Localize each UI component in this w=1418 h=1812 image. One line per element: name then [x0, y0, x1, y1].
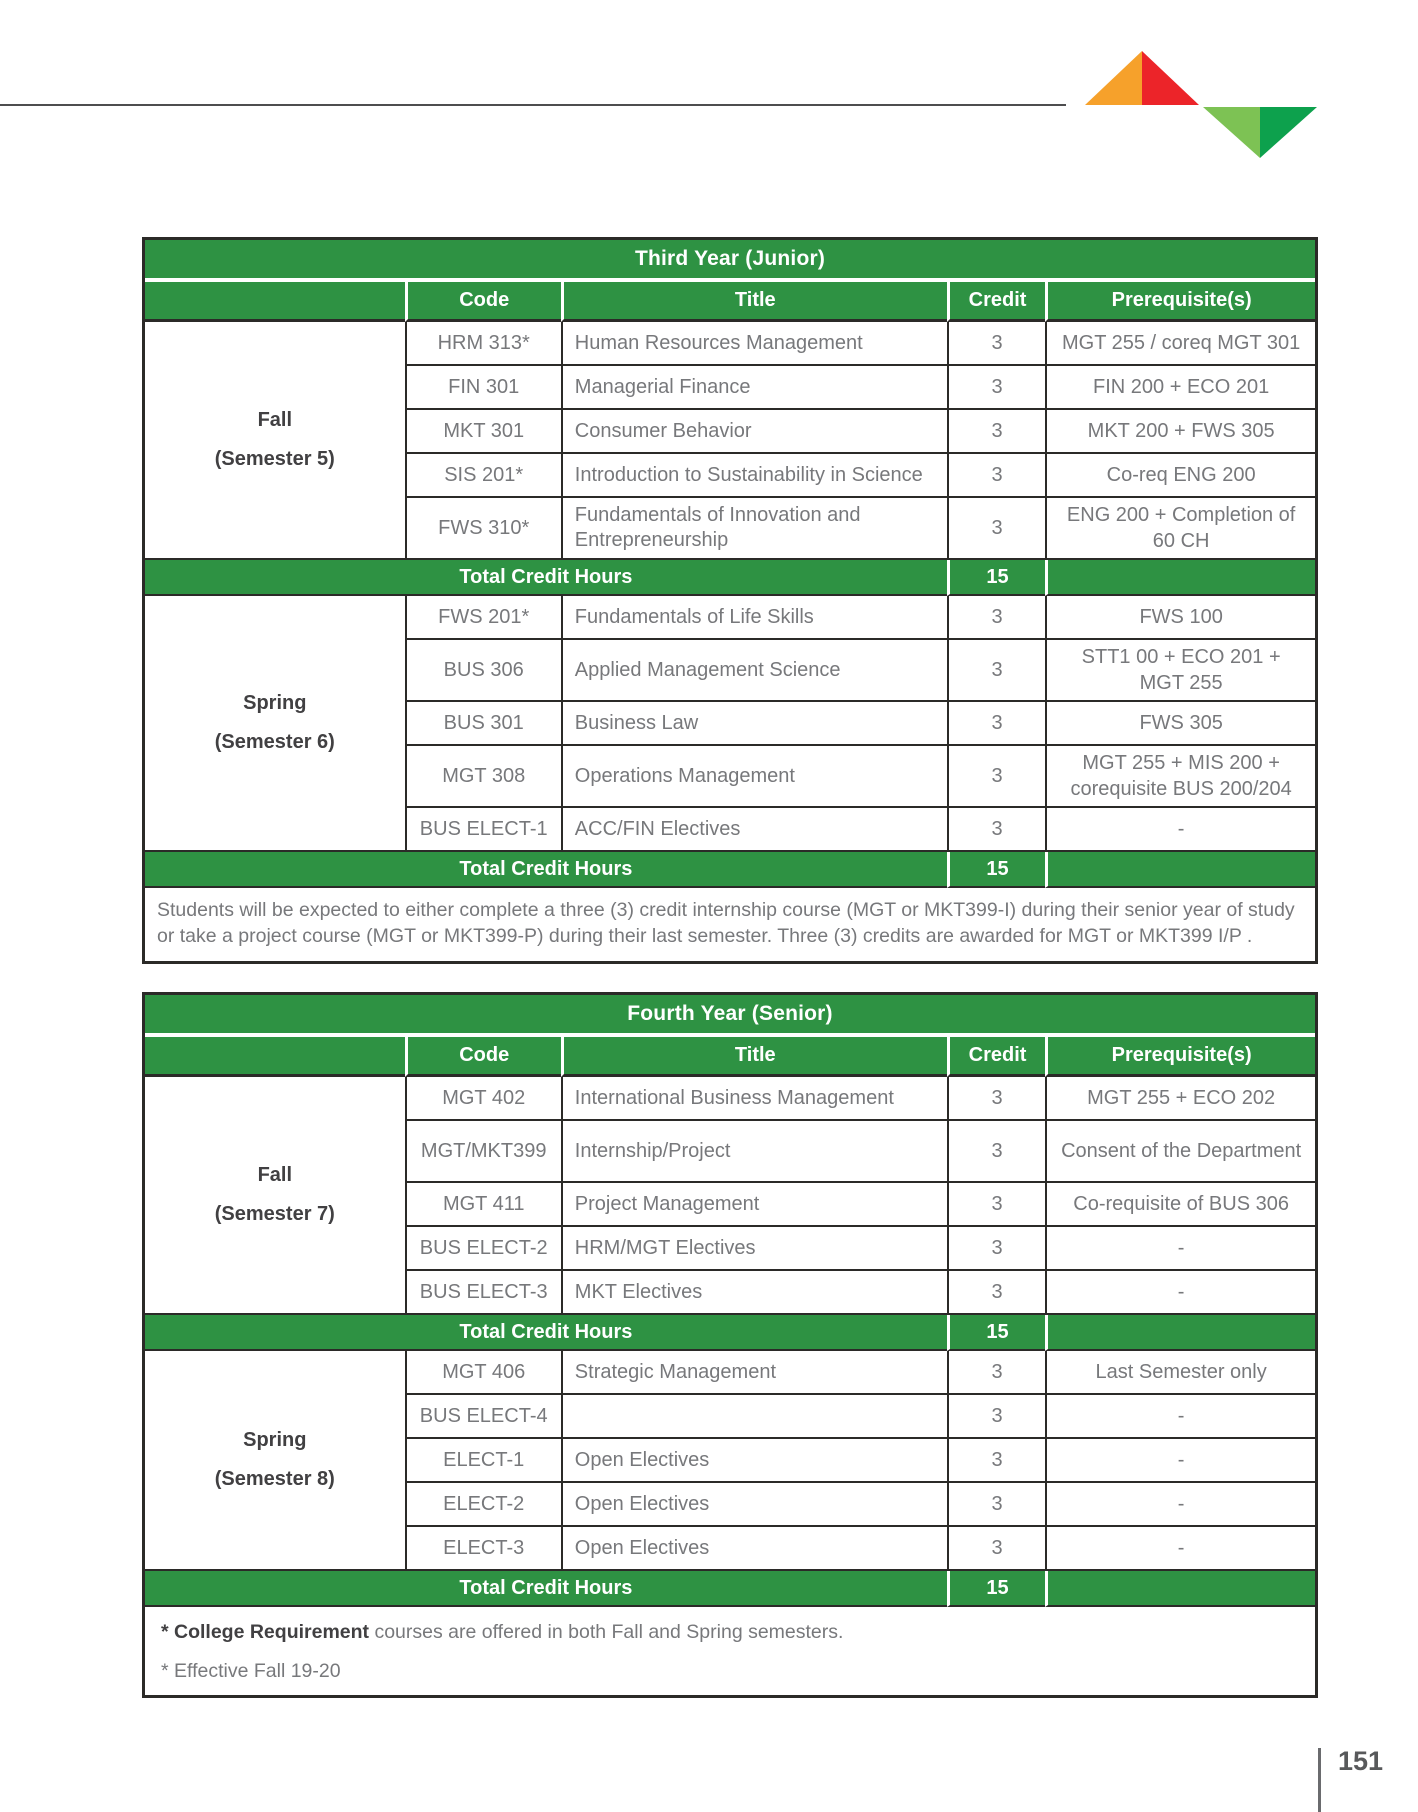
code-cell: MGT 406	[405, 1351, 561, 1395]
header-semester	[145, 1037, 405, 1077]
total-empty-cell	[1045, 1315, 1315, 1351]
semester-number: (Semester 5)	[214, 448, 335, 470]
title-cell: ACC/FIN Electives	[561, 808, 947, 852]
header-prereq: Prerequisite(s)	[1045, 1037, 1315, 1077]
credit-cell: 3	[947, 498, 1046, 560]
code-cell: HRM 313*	[405, 322, 561, 366]
semester-name: Fall	[257, 1164, 293, 1186]
footnote-cell	[145, 1607, 1315, 1695]
prereq-cell: FWS 100	[1045, 596, 1315, 640]
code-cell: FWS 310*	[405, 498, 561, 560]
title-cell: MKT Electives	[561, 1271, 947, 1315]
code-cell: ELECT-1	[405, 1439, 561, 1483]
code-cell: BUS 306	[405, 640, 561, 702]
logo-triangle-dark-green	[1260, 107, 1317, 158]
prereq-cell: Last Semester only	[1045, 1351, 1315, 1395]
header-credit: Credit	[947, 1037, 1046, 1077]
header-title: Title	[561, 1037, 947, 1077]
credit-cell: 3	[947, 1121, 1046, 1183]
credit-cell: 3	[947, 366, 1046, 410]
year-table-senior	[142, 992, 1318, 1698]
total-value: 15	[947, 560, 1046, 596]
semester-cell	[145, 596, 405, 852]
credit-cell: 3	[947, 1483, 1046, 1527]
footnote-bold: * College Requirement	[161, 1621, 370, 1643]
title-cell: Human Resources Management	[561, 322, 947, 366]
page-number: 151	[1338, 1746, 1384, 1776]
prereq-cell: FWS 305	[1045, 702, 1315, 746]
code-cell: FWS 201*	[405, 596, 561, 640]
code-cell: SIS 201*	[405, 454, 561, 498]
year-table-junior	[142, 237, 1318, 964]
total-row	[145, 1315, 1315, 1351]
semester-name: Fall	[257, 409, 293, 431]
prereq-cell: Consent of the Department	[1045, 1121, 1315, 1183]
code-cell: BUS ELECT-2	[405, 1227, 561, 1271]
prereq-cell: -	[1045, 1271, 1315, 1315]
title-cell: International Business Management	[561, 1077, 947, 1121]
column-header-row	[145, 1037, 1315, 1077]
title-cell: Project Management	[561, 1183, 947, 1227]
title-cell: HRM/MGT Electives	[561, 1227, 947, 1271]
credit-cell: 3	[947, 1439, 1046, 1483]
title-cell: Fundamentals of Life Skills	[561, 596, 947, 640]
semester-name: Spring	[243, 1429, 307, 1451]
code-cell: MKT 301	[405, 410, 561, 454]
column-header-row	[145, 282, 1315, 322]
note-cell: Students will be expected to either complete a three (3) credit internship course (MGT or MKT399-I) during their senior year of study or take a project course (MGT or MKT399-P) during their last semester. Three (3) credits are awarded for MGT or MKT399 I/P .	[157, 899, 1295, 947]
logo-triangle-orange	[1085, 51, 1142, 105]
code-cell: BUS ELECT-3	[405, 1271, 561, 1315]
prereq-cell: STT1 00 + ECO 201 + MGT 255	[1045, 640, 1315, 702]
credit-cell: 3	[947, 1395, 1046, 1439]
credit-cell: 3	[947, 1271, 1046, 1315]
total-label: Total Credit Hours	[145, 852, 947, 888]
title-cell: Open Electives	[561, 1527, 947, 1571]
credit-cell: 3	[947, 410, 1046, 454]
code-cell: ELECT-2	[405, 1483, 561, 1527]
header-title: Title	[561, 282, 947, 322]
credit-cell: 3	[947, 454, 1046, 498]
code-cell: FIN 301	[405, 366, 561, 410]
code-cell: BUS ELECT-1	[405, 808, 561, 852]
total-label: Total Credit Hours	[145, 1315, 947, 1351]
code-cell: MGT 402	[405, 1077, 561, 1121]
prereq-cell: Co-req ENG 200	[1045, 454, 1315, 498]
credit-cell: 3	[947, 1183, 1046, 1227]
total-value: 15	[947, 1315, 1046, 1351]
credit-cell: 3	[947, 322, 1046, 366]
table-row	[145, 596, 1315, 640]
credit-cell: 3	[947, 808, 1046, 852]
footnote-row	[145, 1607, 1315, 1695]
header-code: Code	[405, 282, 561, 322]
total-row	[145, 852, 1315, 888]
credit-cell: 3	[947, 1527, 1046, 1571]
table-title: Fourth Year (Senior)	[145, 995, 1315, 1037]
footnote-line-1	[161, 1621, 1301, 1644]
title-cell: Internship/Project	[561, 1121, 947, 1183]
title-cell: Applied Management Science	[561, 640, 947, 702]
title-cell: Strategic Management	[561, 1351, 947, 1395]
semester-number: (Semester 7)	[214, 1203, 335, 1225]
header-credit: Credit	[947, 282, 1046, 322]
table-title-row	[145, 240, 1315, 282]
prereq-cell: Co-requisite of BUS 306	[1045, 1183, 1315, 1227]
credit-cell: 3	[947, 1351, 1046, 1395]
logo-triangle-light-green	[1203, 107, 1260, 158]
credit-cell: 3	[947, 596, 1046, 640]
prereq-cell: MGT 255 + ECO 202	[1045, 1077, 1315, 1121]
prereq-cell: ENG 200 + Completion of 60 CH	[1045, 498, 1315, 560]
page-number-divider	[1318, 1748, 1321, 1812]
table-row	[145, 1351, 1315, 1395]
code-cell: BUS ELECT-4	[405, 1395, 561, 1439]
total-value: 15	[947, 852, 1046, 888]
total-empty-cell	[1045, 1571, 1315, 1607]
total-empty-cell	[1045, 560, 1315, 596]
table-row	[145, 322, 1315, 366]
title-cell	[561, 1395, 947, 1439]
prereq-cell: MKT 200 + FWS 305	[1045, 410, 1315, 454]
credit-cell: 3	[947, 1227, 1046, 1271]
table-title-row	[145, 995, 1315, 1037]
header-semester	[145, 282, 405, 322]
header-prereq: Prerequisite(s)	[1045, 282, 1315, 322]
credit-cell: 3	[947, 1077, 1046, 1121]
title-cell: Open Electives	[561, 1439, 947, 1483]
title-cell: Introduction to Sustainability in Science	[561, 454, 947, 498]
code-cell: BUS 301	[405, 702, 561, 746]
title-cell: Consumer Behavior	[561, 410, 947, 454]
prereq-cell: MGT 255 / coreq MGT 301	[1045, 322, 1315, 366]
footnote-line-2: * Effective Fall 19-20	[161, 1660, 341, 1682]
header-code: Code	[405, 1037, 561, 1077]
credit-cell: 3	[947, 702, 1046, 746]
prereq-cell: -	[1045, 1527, 1315, 1571]
prereq-cell: -	[1045, 808, 1315, 852]
semester-number: (Semester 6)	[214, 731, 335, 753]
logo-triangle-red	[1142, 51, 1199, 105]
code-cell: MGT 308	[405, 746, 561, 808]
prereq-cell: FIN 200 + ECO 201	[1045, 366, 1315, 410]
note-row	[145, 888, 1315, 961]
total-row	[145, 560, 1315, 596]
top-rule	[0, 104, 1066, 106]
title-cell: Business Law	[561, 702, 947, 746]
code-cell: MGT 411	[405, 1183, 561, 1227]
table-title: Third Year (Junior)	[145, 240, 1315, 282]
semester-cell	[145, 322, 405, 560]
semester-cell	[145, 1077, 405, 1315]
semester-cell	[145, 1351, 405, 1571]
credit-cell: 3	[947, 640, 1046, 702]
title-cell: Operations Management	[561, 746, 947, 808]
total-empty-cell	[1045, 852, 1315, 888]
semester-name: Spring	[243, 692, 307, 714]
prereq-cell: MGT 255 + MIS 200 + corequisite BUS 200/204	[1045, 746, 1315, 808]
prereq-cell: -	[1045, 1483, 1315, 1527]
prereq-cell: -	[1045, 1395, 1315, 1439]
credit-cell: 3	[947, 746, 1046, 808]
code-cell: ELECT-3	[405, 1527, 561, 1571]
total-row	[145, 1571, 1315, 1607]
title-cell: Managerial Finance	[561, 366, 947, 410]
total-label: Total Credit Hours	[145, 560, 947, 596]
title-cell: Fundamentals of Innovation and Entrepreneurship	[561, 498, 947, 560]
semester-number: (Semester 8)	[214, 1468, 335, 1490]
total-label: Total Credit Hours	[145, 1571, 947, 1607]
table-row	[145, 1077, 1315, 1121]
prereq-cell: -	[1045, 1439, 1315, 1483]
code-cell: MGT/MKT399	[405, 1121, 561, 1183]
logo	[1085, 50, 1317, 160]
total-value: 15	[947, 1571, 1046, 1607]
prereq-cell: -	[1045, 1227, 1315, 1271]
title-cell: Open Electives	[561, 1483, 947, 1527]
footnote-rest: courses are offered in both Fall and Spring semesters.	[369, 1621, 844, 1643]
